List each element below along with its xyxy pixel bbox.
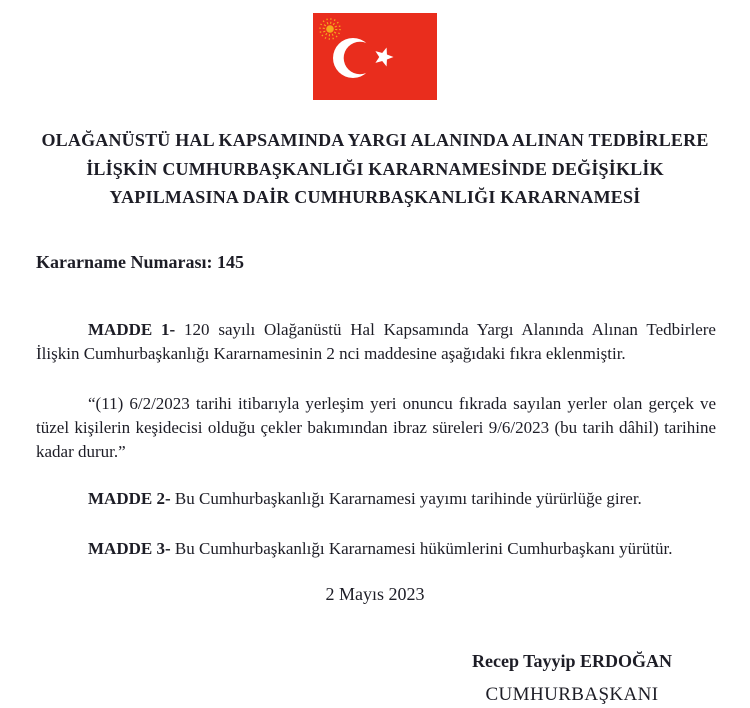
decree-body <box>36 318 716 561</box>
article-3-label: MADDE 3- <box>88 538 171 558</box>
article-madde-2 <box>36 487 716 511</box>
flag-container <box>0 0 750 100</box>
article-1-text: 120 sayılı Olağanüstü Hal Kapsamında Yargı Alanında Alınan Tedbirlere İlişkin Cumhurbaşkanlığı Kararnamesinin 2 nci maddesine aşağıdaki fıkra eklenmiştir. <box>36 319 716 363</box>
title-line-2: İLİŞKİN CUMHURBAŞKANLIĞI KARARNAMESİNDE DEĞİŞİKLİK <box>86 158 664 179</box>
article-madde-3 <box>36 537 716 561</box>
document-title <box>0 126 750 212</box>
turkish-presidential-flag <box>313 13 437 100</box>
decree-number-label: Kararname Numarası: <box>36 251 213 272</box>
title-line-1: OLAĞANÜSTÜ HAL KAPSAMINDA YARGI ALANINDA ALINAN TEDBİRLERE <box>41 130 709 150</box>
quoted-clause: “(11) 6/2/2023 tarihi itibarıyla yerleşim yeri onuncu fıkrada sayılan yerler olan gerçek ve tüzel kişilerin keşidecisi olduğu çekler bakımından ibraz süreleri 9/6/2023 (bu tarih dâhil) tarihine kadar durur.” <box>36 393 716 461</box>
decree-number-value: 145 <box>216 251 244 272</box>
decree-date: 2 Mayıs 2023 <box>325 583 425 604</box>
article-1-label: MADDE 1- <box>88 319 176 339</box>
article-2-text: Bu Cumhurbaşkanlığı Kararnamesi yayımı tarihinde yürürlüğe girer. <box>174 488 642 508</box>
article-3-text: Bu Cumhurbaşkanlığı Kararnamesi hükümlerini Cumhurbaşkanı yürütür. <box>174 538 673 558</box>
article-madde-1 <box>36 318 716 366</box>
article-2-label: MADDE 2- <box>88 488 171 508</box>
decree-number <box>36 250 716 274</box>
signature-name: Recep Tayyip ERDOĞAN <box>471 650 673 671</box>
signature-block <box>432 649 712 707</box>
title-line-3: YAPILMASINA DAİR CUMHURBAŞKANLIĞI KARARNAMESİ <box>109 187 641 207</box>
signature-title: CUMHURBAŞKANI <box>485 683 659 705</box>
